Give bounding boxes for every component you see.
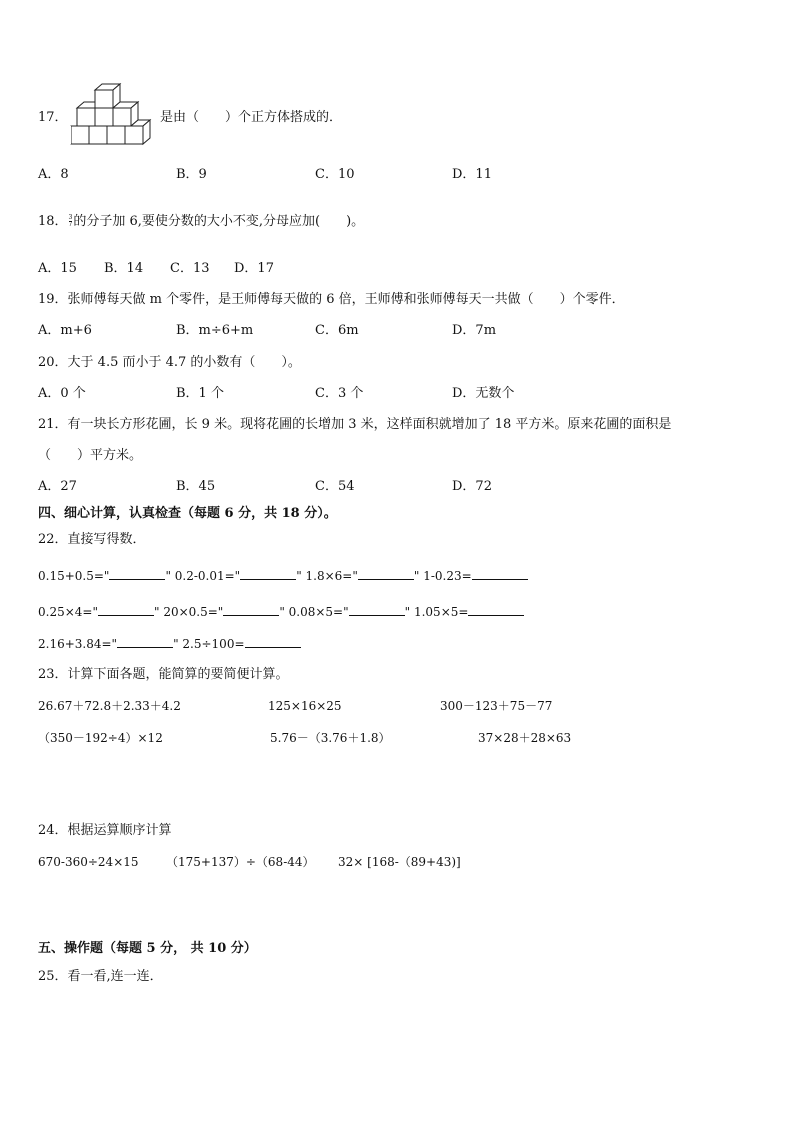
q22-title: 22．直接写得数． <box>38 532 146 547</box>
q18-option-a: A．15 <box>38 261 77 276</box>
q21-option-a: A．27 <box>38 479 77 494</box>
q21-option-d: D．72 <box>452 479 492 494</box>
q24-title: 24．根据运算顺序计算 <box>38 823 172 838</box>
answer-blank[interactable] <box>109 567 165 580</box>
q22-item: " 20×0.5=" <box>153 605 224 619</box>
q23-expr-6: 37×28＋28×63 <box>478 731 572 745</box>
q20-option-b: B．1 个 <box>176 386 224 401</box>
q18-option-d: D．17 <box>234 261 274 276</box>
q18-question <box>38 213 364 231</box>
answer-blank[interactable] <box>468 603 524 616</box>
q22-item: " 1.05×5= <box>404 605 469 619</box>
q17-question-text: 是由（ ）个正方体搭成的． <box>160 110 343 125</box>
q19-option-d: D．7m <box>452 323 497 338</box>
q24-expr-2: （175+137）÷（68-44） <box>166 855 315 869</box>
answer-blank[interactable] <box>240 567 296 580</box>
q23-expr-1: 26.67＋72.8＋2.33＋4.2 <box>38 699 181 713</box>
q21-question-line1: 21．有一块长方形花圃，长 9 米。现将花圃的长增加 3 米，这样面积就增加了 18 平方米。原来花圃的面积是 <box>38 417 672 432</box>
q24-expr-3: 32× [168-（89+43)] <box>338 855 461 869</box>
q23-expr-3: 300－123＋75－77 <box>440 699 553 713</box>
q20-option-c: C．3 个 <box>315 386 364 401</box>
q22-item: " 1.8×6=" <box>296 569 358 583</box>
q17-number: 17． <box>38 110 68 125</box>
q23-expr-5: 5.76－（3.76＋1.8） <box>270 731 391 745</box>
answer-blank[interactable] <box>472 567 528 580</box>
q23-title: 23．计算下面各题，能简算的要简便计算。 <box>38 667 289 682</box>
answer-blank[interactable] <box>117 635 173 648</box>
q21-option-c: C．54 <box>315 479 355 494</box>
q19-option-a: A．m+6 <box>38 323 92 338</box>
q21-option-b: B．45 <box>176 479 216 494</box>
q19-question-text: 19．张师傅每天做 m 个零件，是王师傅每天做的 6 倍，王师傅和张师傅每天一共做（ ）个零件． <box>38 292 625 307</box>
q22-item: " 0.2-0.01=" <box>165 569 241 583</box>
q23-expr-4: （350－192÷4）×12 <box>38 731 163 745</box>
q22-row-3 <box>38 635 301 653</box>
q20-option-a: A．0 个 <box>38 386 86 401</box>
q19-option-c: C．6m <box>315 323 359 338</box>
q22-item: " 1-0.23= <box>413 569 472 583</box>
q17-option-d: D．11 <box>452 167 492 182</box>
q23-expr-2: 125×16×25 <box>268 699 342 713</box>
q21-question-line2: （ ）平方米。 <box>38 448 143 463</box>
q17-option-b: B．9 <box>176 167 207 182</box>
q18-option-b: B．14 <box>104 261 144 276</box>
answer-blank[interactable] <box>349 603 405 616</box>
q22-row-2 <box>38 603 524 621</box>
q20-option-d: D．无数个 <box>452 386 515 401</box>
q22-item: 0.25×4=" <box>38 605 98 619</box>
section-4-heading: 四、细心计算，认真检查（每题 6 分，共 18 分）。 <box>38 506 337 521</box>
q22-row-1 <box>38 567 528 585</box>
answer-blank[interactable] <box>223 603 279 616</box>
answer-blank[interactable] <box>358 567 414 580</box>
q22-item: 2.16+3.84=" <box>38 637 118 651</box>
q22-item: " 2.5÷100= <box>173 637 245 651</box>
q22-item: 0.15+0.5=" <box>38 569 110 583</box>
fraction-numerator: 3 <box>68 214 73 221</box>
fraction-denominator: 7 <box>68 221 73 228</box>
q22-item: " 0.08×5=" <box>279 605 349 619</box>
q18-question-text: 的分子加 6,要使分数的大小不变,分母应加( )。 <box>73 214 365 229</box>
q19-option-b: B．m÷6+m <box>176 323 254 338</box>
section-5-heading: 五、操作题（每题 5 分， 共 10 分） <box>38 941 257 956</box>
q18-fraction <box>69 215 73 228</box>
answer-blank[interactable] <box>98 603 154 616</box>
q17-option-a: A．8 <box>38 167 69 182</box>
q25-title: 25．看一看,连一连． <box>38 969 163 984</box>
q18-option-c: C．13 <box>170 261 210 276</box>
q18-number: 18． <box>38 214 68 229</box>
q20-question-text: 20．大于 4.5 而小于 4.7 的小数有（ ）。 <box>38 355 301 370</box>
cube-stack-figure <box>66 82 154 152</box>
answer-blank[interactable] <box>245 635 301 648</box>
q24-expr-1: 670-360÷24×15 <box>38 855 139 869</box>
q17-option-c: C．10 <box>315 167 355 182</box>
